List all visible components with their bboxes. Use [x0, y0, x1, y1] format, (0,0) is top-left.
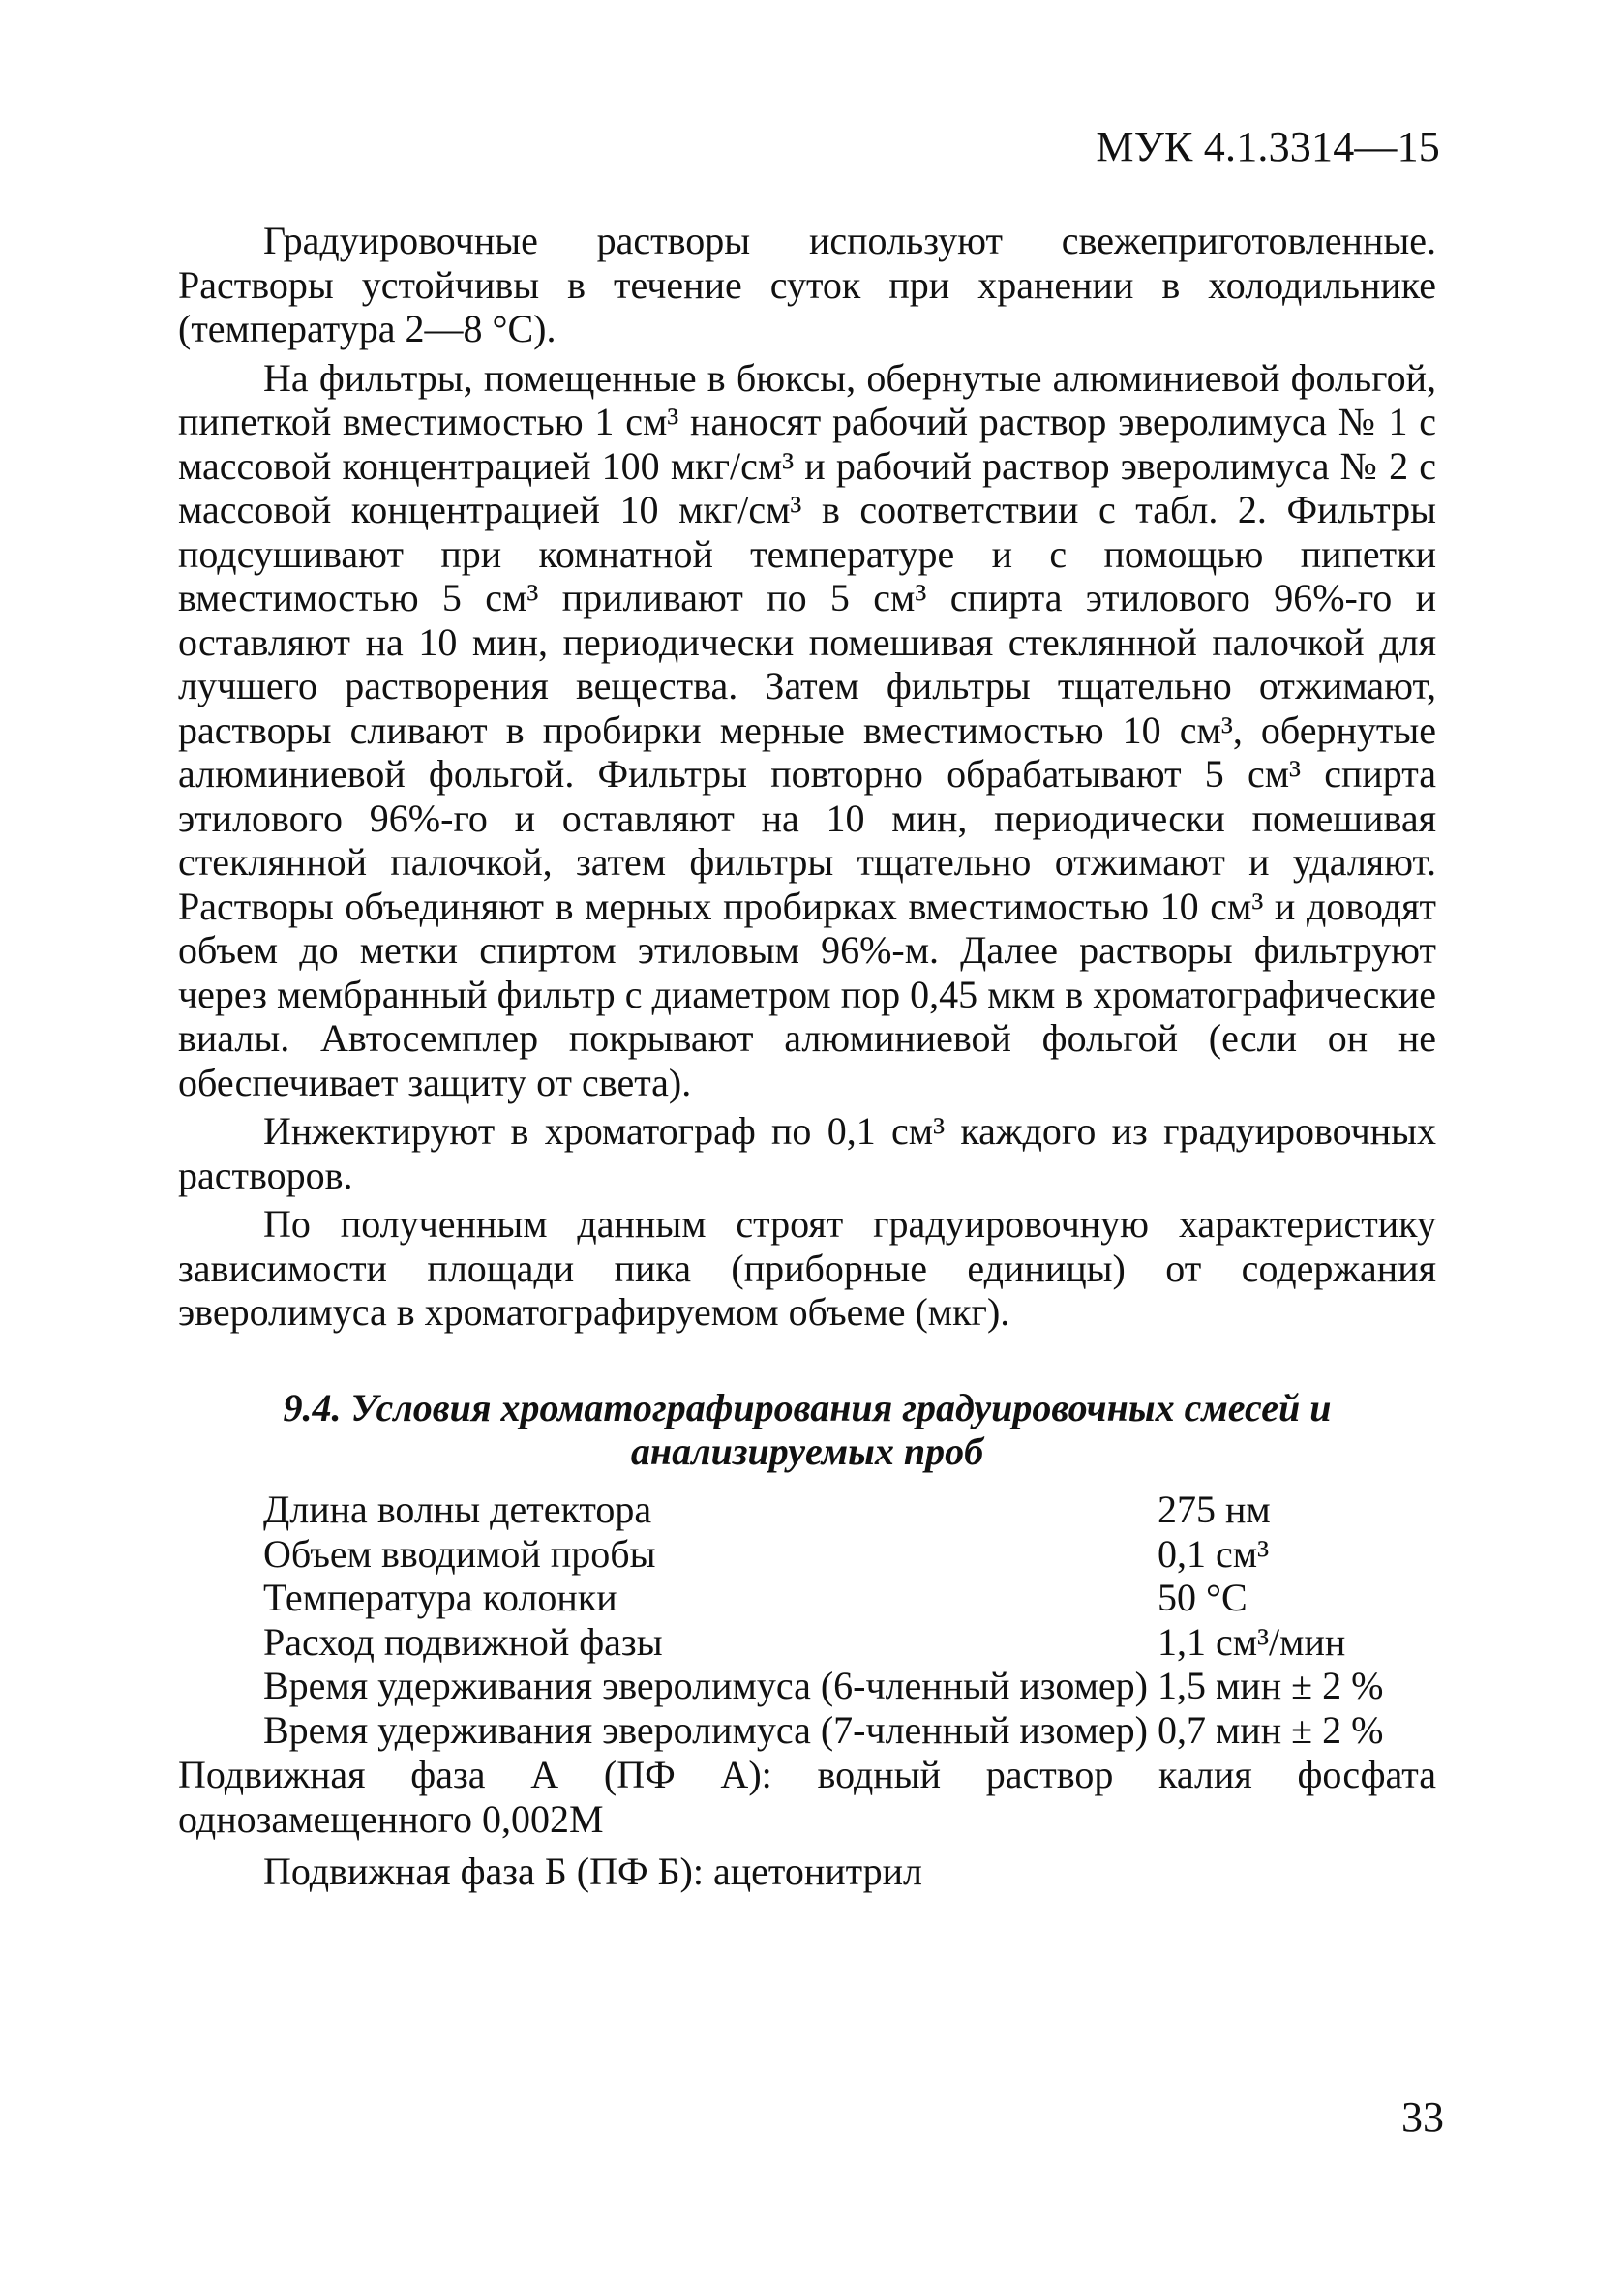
paragraph-calibration-curve: По полученным данным строят градуировочную характеристику зависимости площади пика (приборные единицы) от содержания эверолимуса в хроматографируемом объеме (мкг). [178, 1202, 1436, 1334]
condition-row [263, 1620, 1444, 1665]
condition-value: 50 °С [1158, 1576, 1248, 1620]
condition-row [263, 1488, 1444, 1532]
condition-value: 0,1 см³ [1158, 1531, 1270, 1576]
condition-row [263, 1576, 1444, 1620]
condition-row [263, 1664, 1444, 1708]
section-heading-line-2: анализируемых проб [630, 1429, 984, 1473]
condition-value: 0,7 мин ± 2 % [1157, 1707, 1384, 1752]
paragraph-injection: Инжектируют в хроматограф по 0,1 см³ каждого из градуировочных растворов. [178, 1109, 1436, 1197]
section-heading [178, 1386, 1436, 1473]
condition-value: 1,5 мин ± 2 % [1157, 1664, 1384, 1708]
section-heading-line-1: 9.4. Условия хроматографирования градуировочных смесей и [283, 1386, 1332, 1429]
condition-name: Объем вводимой пробы [263, 1531, 656, 1576]
condition-value: 275 нм [1158, 1488, 1271, 1531]
document-code-header: МУК 4.1.3314—15 [1096, 123, 1440, 170]
condition-name: Температура колонки [263, 1576, 617, 1620]
condition-row [263, 1708, 1444, 1753]
mobile-phase-a: Подвижная фаза А (ПФ А): водный раствор калия фосфата однозамещенного 0,002М [178, 1753, 1436, 1841]
condition-row [263, 1532, 1444, 1577]
condition-value: 1,1 см³/мин [1158, 1619, 1346, 1664]
condition-name: Длина волны детектора [263, 1488, 652, 1531]
mobile-phase-b: Подвижная фаза Б (ПФ Б): ацетонитрил [263, 1850, 922, 1893]
condition-name: Время удерживания эверолимуса (7-членный изомер) [263, 1707, 1148, 1752]
chromatography-conditions [263, 1488, 1444, 1753]
page-number: 33 [1401, 2093, 1444, 2141]
condition-name: Расход подвижной фазы [263, 1619, 663, 1664]
paragraph-filter-procedure: На фильтры, помещенные в бюксы, обернутые алюминиевой фольгой, пипеткой вместимостью 1 см³ наносят рабочий раствор эверолимуса № 1 с массовой концентрацией 100 мкг/см³ и рабочий раствор эверолимуса № 2 с массовой концентрацией 10 мкг/см³ в соответствии с табл. 2. Фильтры подсушивают при комнатной температуре и с помощью пипетки вместимостью 5 см³ приливают по 5 см³ спирта этилового 96%-го и оставляют на 10 мин, периодически помешивая стеклянной палочкой для лучшего растворения вещества. Затем фильтры тщательно отжимают, растворы сливают в пробирки мерные вместимостью 10 см³, обернутые алюминиевой фольгой. Фильтры повторно обрабатывают 5 см³ спирта этилового 96%-го и оставляют на 10 мин, периодически помешивая стеклянной палочкой, затем фильтры тщательно отжимают и удаляют. Растворы объединяют в мерных пробирках вместимостью 10 см³ и доводят объем до метки спиртом этиловым 96%-м. Далее растворы фильтруют через мембранный фильтр с диаметром пор 0,45 мкм в хроматографические виалы. Автосемплер покрывают алюминиевой фольгой (если он не обеспечивает защиту от света). [178, 355, 1436, 1104]
paragraph-calibration-solutions: Градуировочные растворы используют свежеприготовленные. Растворы устойчивы в течение суток при хранении в холодильнике (температура 2—8 °С). [178, 219, 1436, 350]
condition-name: Время удерживания эверолимуса (6-членный изомер) [263, 1664, 1148, 1708]
body-text [178, 219, 1436, 1339]
